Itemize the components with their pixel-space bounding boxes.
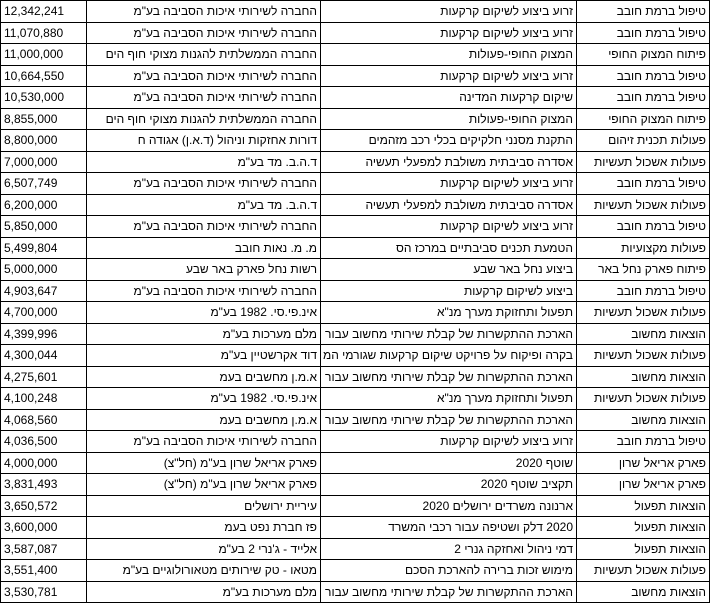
category-cell[interactable]: פעולות אשכול תעשיות [577,388,710,410]
category-cell[interactable]: טיפול ברמת חובב [577,1,710,23]
table-row [1,495,710,517]
description-cell[interactable]: המצוק החופי-פעולות [321,108,577,130]
description-cell[interactable]: הטמעת תכנים סביבתיים במרכז הס [321,237,577,259]
company-cell[interactable]: מטאו - טק שירותים מטאורולוגיים בע"מ [87,560,321,582]
company-cell[interactable]: החברה לשירותי איכות הסביבה בע"מ [87,280,321,302]
description-cell[interactable]: שיקום קרקעות המדינה [321,87,577,109]
category-cell[interactable]: טיפול ברמת חובב [577,87,710,109]
amount-cell[interactable]: 3,650,572 [1,495,87,517]
table-row [1,108,710,130]
company-cell[interactable]: אינ.פי.סי. 1982 בע"מ [87,302,321,324]
company-cell[interactable]: מלם מערכות בע"מ [87,581,321,603]
category-cell[interactable]: הוצאות תפעול [577,538,710,560]
company-cell[interactable]: החברה לשירותי איכות הסביבה בע"מ [87,173,321,195]
category-cell[interactable]: פעולות אשכול תעשיות [577,194,710,216]
category-cell[interactable]: טיפול ברמת חובב [577,216,710,238]
description-cell[interactable]: זרוע ביצוע לשיקום קרקעות [321,431,577,453]
table-row [1,87,710,109]
category-cell[interactable]: פעולות תכנית זיהום [577,130,710,152]
category-cell[interactable]: הוצאות תפעול [577,495,710,517]
category-cell[interactable]: פיתוח המצוק החופי [577,108,710,130]
amount-cell[interactable]: 12,342,241 [1,1,87,23]
description-cell[interactable]: אסדרה סביבתית משולבת למפעלי תעשיה [321,151,577,173]
description-cell[interactable]: תקציב שוטף 2020 [321,474,577,496]
table-row [1,1,710,23]
table-row [1,44,710,66]
amount-cell[interactable]: 7,000,000 [1,151,87,173]
table-row [1,323,710,345]
amount-cell[interactable]: 4,000,000 [1,452,87,474]
table-row [1,280,710,302]
category-cell[interactable]: פארק אריאל שרון [577,474,710,496]
category-cell[interactable]: טיפול ברמת חובב [577,22,710,44]
amount-cell[interactable]: 4,399,996 [1,323,87,345]
amount-cell[interactable]: 3,831,493 [1,474,87,496]
category-cell[interactable]: הוצאות מחשוב [577,409,710,431]
description-cell[interactable]: מימוש זכות ברירה להארכת הסכם [321,560,577,582]
description-cell[interactable]: ארנונה משרדים ירושלים 2020 [321,495,577,517]
company-cell[interactable]: אלייד - ג'נרי 2 בע"מ [87,538,321,560]
table-row [1,409,710,431]
description-cell[interactable]: תפעול ותחזוקת מערך מנ"א [321,302,577,324]
company-cell[interactable]: החברה לשירותי איכות הסביבה בע"מ [87,1,321,23]
table-row [1,65,710,87]
amount-cell[interactable]: 4,700,000 [1,302,87,324]
table-row [1,302,710,324]
table-row [1,22,710,44]
table-row [1,431,710,453]
description-cell[interactable]: זרוע ביצוע לשיקום קרקעות [321,22,577,44]
category-cell[interactable]: פעולות אשכול תעשיות [577,345,710,367]
description-cell[interactable]: דמי ניהול ואחזקה גנרי 2 [321,538,577,560]
table-row [1,259,710,281]
company-cell[interactable]: א.מ.ן מחשבים בעמ [87,366,321,388]
amount-cell[interactable]: 4,036,500 [1,431,87,453]
table-row [1,452,710,474]
table-row [1,538,710,560]
company-cell[interactable]: פארק אריאל שרון בע"מ (חל"צ) [87,452,321,474]
category-cell[interactable]: טיפול ברמת חובב [577,173,710,195]
amount-cell[interactable]: 5,000,000 [1,259,87,281]
category-cell[interactable]: טיפול ברמת חובב [577,65,710,87]
description-cell[interactable]: הארכת ההתקשרות של קבלת שירותי מחשוב עבור [321,323,577,345]
description-cell[interactable]: הארכת ההתקשרות של קבלת שירותי מחשוב עבור [321,581,577,603]
amount-cell[interactable]: 6,200,000 [1,194,87,216]
amount-cell[interactable]: 11,070,880 [1,22,87,44]
amount-cell[interactable]: 3,587,087 [1,538,87,560]
company-cell[interactable]: רשות נחל פארק באר שבע [87,259,321,281]
amount-cell[interactable]: 11,000,000 [1,44,87,66]
amount-cell[interactable]: 5,850,000 [1,216,87,238]
description-cell[interactable]: בקרה ופיקוח על פרויקט שיקום קרקעות שגורמי המ [321,345,577,367]
company-cell[interactable]: ד.ה.ב. מד בע"מ [87,151,321,173]
amount-cell[interactable]: 5,499,804 [1,237,87,259]
description-cell[interactable]: 2020 דלק ושטיפה עבור רכבי המשרד [321,517,577,539]
category-cell[interactable]: פיתוח המצוק החופי [577,44,710,66]
category-cell[interactable]: פעולות אשכול תעשיות [577,302,710,324]
category-cell[interactable]: הוצאות תפעול [577,517,710,539]
table-row [1,216,710,238]
amount-cell[interactable]: 10,664,550 [1,65,87,87]
category-cell[interactable]: פיתוח פארק נחל באר [577,259,710,281]
category-cell[interactable]: פעולות מקצועיות [577,237,710,259]
amount-cell[interactable]: 4,068,560 [1,409,87,431]
company-cell[interactable]: מ. מ. נאות חובב [87,237,321,259]
description-cell[interactable]: שוטף 2020 [321,452,577,474]
amount-cell[interactable]: 8,855,000 [1,108,87,130]
amount-cell[interactable]: 4,275,601 [1,366,87,388]
table-row [1,194,710,216]
amount-cell[interactable]: 4,100,248 [1,388,87,410]
category-cell[interactable]: הוצאות מחשוב [577,581,710,603]
category-cell[interactable]: טיפול ברמת חובב [577,280,710,302]
company-cell[interactable]: א.מ.ן מחשבים בעמ [87,409,321,431]
description-cell[interactable]: תפעול ותחזוקת מערך מנ"א [321,388,577,410]
category-cell[interactable]: פעולות אשכול תעשיות [577,151,710,173]
amount-cell[interactable]: 3,551,400 [1,560,87,582]
table-row [1,517,710,539]
description-cell[interactable]: זרוע ביצוע לשיקום קרקעות [321,1,577,23]
company-cell[interactable]: דוד אקרשטיין בע"מ [87,345,321,367]
table-row [1,560,710,582]
description-cell[interactable]: ביצוע נחל באר שבע [321,259,577,281]
table-row [1,151,710,173]
description-cell[interactable]: המצוק החופי-פעולות [321,44,577,66]
category-cell[interactable]: פעולות אשכול תעשיות [577,560,710,582]
company-cell[interactable]: דורות אחזקות וניהול (ד.א.ן) אגודה ח [87,130,321,152]
description-cell[interactable]: התקנת מסנני חלקיקים בכלי רכב מזהמים [321,130,577,152]
company-cell[interactable]: החברה הממשלתית להגנות מצוקי חוף הים [87,108,321,130]
description-cell[interactable]: ביצוע לשיקום קרקעות [321,280,577,302]
table-row [1,345,710,367]
category-cell[interactable]: הוצאות מחשוב [577,323,710,345]
description-cell[interactable]: הארכת ההתקשרות של קבלת שירותי מחשוב עבור [321,366,577,388]
company-cell[interactable]: החברה לשירותי איכות הסביבה בע"מ [87,65,321,87]
table-body [1,1,710,603]
company-cell[interactable]: החברה לשירותי איכות הסביבה בע"מ [87,87,321,109]
category-cell[interactable]: פארק אריאל שרון [577,452,710,474]
table-row [1,388,710,410]
category-cell[interactable]: הוצאות מחשוב [577,366,710,388]
table-row [1,237,710,259]
company-cell[interactable]: החברה הממשלתית להגנות מצוקי חוף הים [87,44,321,66]
table-row [1,474,710,496]
description-cell[interactable]: זרוע ביצוע לשיקום קרקעות [321,216,577,238]
table-row [1,366,710,388]
amount-cell[interactable]: 6,507,749 [1,173,87,195]
description-cell[interactable]: אסדרה סביבתית משולבת למפעלי תעשיה [321,194,577,216]
company-cell[interactable]: החברה לשירותי איכות הסביבה בע"מ [87,431,321,453]
description-cell[interactable]: זרוע ביצוע לשיקום קרקעות [321,173,577,195]
amount-cell[interactable]: 8,800,000 [1,130,87,152]
company-cell[interactable]: אינ.פי.סי. 1982 בע"מ [87,388,321,410]
company-cell[interactable]: החברה לשירותי איכות הסביבה בע"מ [87,22,321,44]
company-cell[interactable]: פארק אריאל שרון בע"מ (חל"צ) [87,474,321,496]
table-row [1,581,710,603]
company-cell[interactable]: מלם מערכות בע"מ [87,323,321,345]
category-cell[interactable]: טיפול ברמת חובב [577,431,710,453]
company-cell[interactable]: החברה לשירותי איכות הסביבה בע"מ [87,216,321,238]
amount-cell[interactable]: 3,530,781 [1,581,87,603]
amount-cell[interactable]: 10,530,000 [1,87,87,109]
company-cell[interactable]: ד.ה.ב. מד בע"מ [87,194,321,216]
amount-cell[interactable]: 3,600,000 [1,517,87,539]
description-cell[interactable]: הארכת ההתקשרות של קבלת שירותי מחשוב עבור [321,409,577,431]
company-cell[interactable]: עיריית ירושלים [87,495,321,517]
amount-cell[interactable]: 4,300,044 [1,345,87,367]
company-cell[interactable]: פז חברת נפט בעמ [87,517,321,539]
table-row [1,130,710,152]
amount-cell[interactable]: 4,903,647 [1,280,87,302]
table-row [1,173,710,195]
description-cell[interactable]: זרוע ביצוע לשיקום קרקעות [321,65,577,87]
